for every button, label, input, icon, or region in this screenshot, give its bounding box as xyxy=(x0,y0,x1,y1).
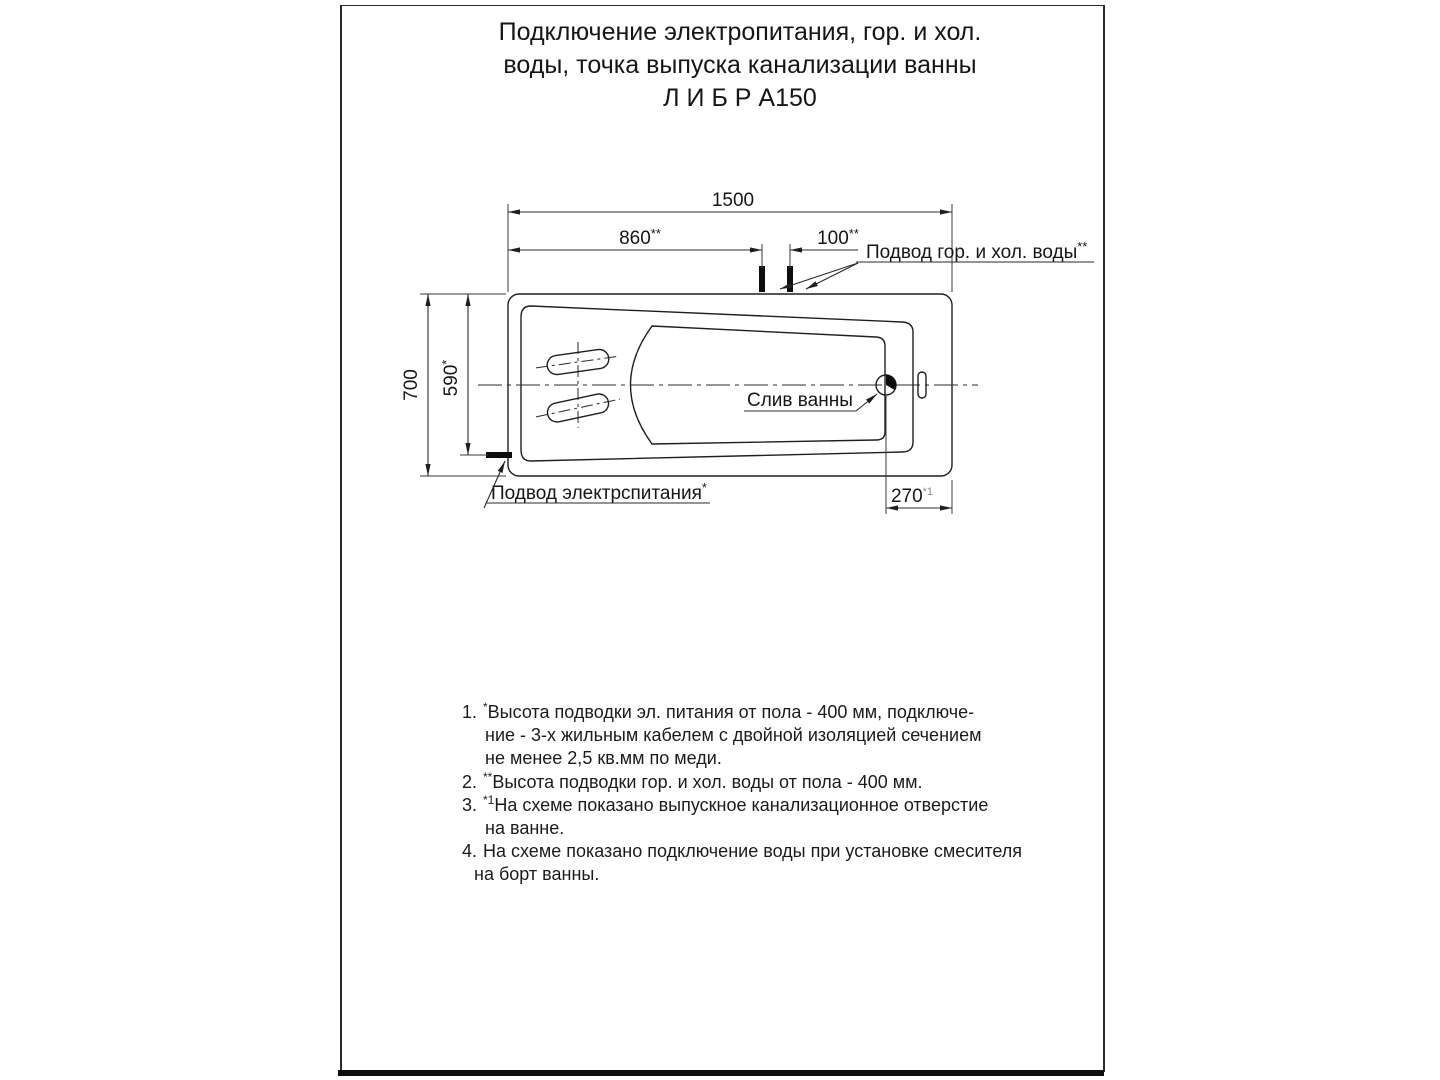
power-supply-callout xyxy=(484,461,710,508)
title-line-3: Л И Б Р А150 xyxy=(663,84,817,112)
power-supply-label: Подвод электрспитания* xyxy=(491,480,707,504)
dim-label-270: 270$^{*1}$ xyxy=(890,486,934,507)
note-line: не менее 2,5 кв.мм по меди. xyxy=(485,748,722,769)
bathtub-outline xyxy=(478,294,978,476)
water-supply-ticks xyxy=(759,266,793,292)
note-line: на ванне. xyxy=(485,818,565,839)
note-line: 1. *Высота подводки эл. питания от пола - 400 мм, подключе- xyxy=(462,700,975,722)
dimension-drain-270 xyxy=(886,396,952,514)
dim-label-700: 700 xyxy=(401,369,422,401)
power-supply-tick xyxy=(486,452,512,458)
dim-label-1500: 1500 xyxy=(711,190,755,211)
notes-block xyxy=(462,701,1072,887)
title-line-1: Подключение электропитания, гор. и хол. xyxy=(498,18,982,46)
note-line: 4. На схеме показано подключение воды при установке смесителя xyxy=(462,841,1023,862)
dimension-inner-width-590 xyxy=(439,294,488,455)
jet-nozzle-top xyxy=(536,348,620,375)
dimension-water-860-100 xyxy=(508,226,859,268)
dimension-length-1500 xyxy=(508,190,952,292)
water-supply-label: Подвод гор. и хол. воды** xyxy=(866,239,1088,263)
drain-callout xyxy=(744,390,877,411)
note-line: на борт ванны. xyxy=(474,864,600,885)
dim-label-100: 100** xyxy=(817,226,859,249)
note-line: 3. $^{*1}$На схеме показано выпускное канализационное отверстие xyxy=(462,792,989,815)
title-line-2: воды, точка выпуска канализации ванны xyxy=(503,51,977,79)
dim-label-860: 860** xyxy=(619,226,661,249)
dim-label-590: 590* xyxy=(439,359,462,397)
drain-label: Слив ванны xyxy=(747,390,853,411)
note-line: ние - 3-х жильным кабелем с двойной изоляцией сечением xyxy=(485,725,982,746)
note-line: 2. **Высота подводки гор. и хол. воды от пола - 400 мм. xyxy=(462,769,923,792)
